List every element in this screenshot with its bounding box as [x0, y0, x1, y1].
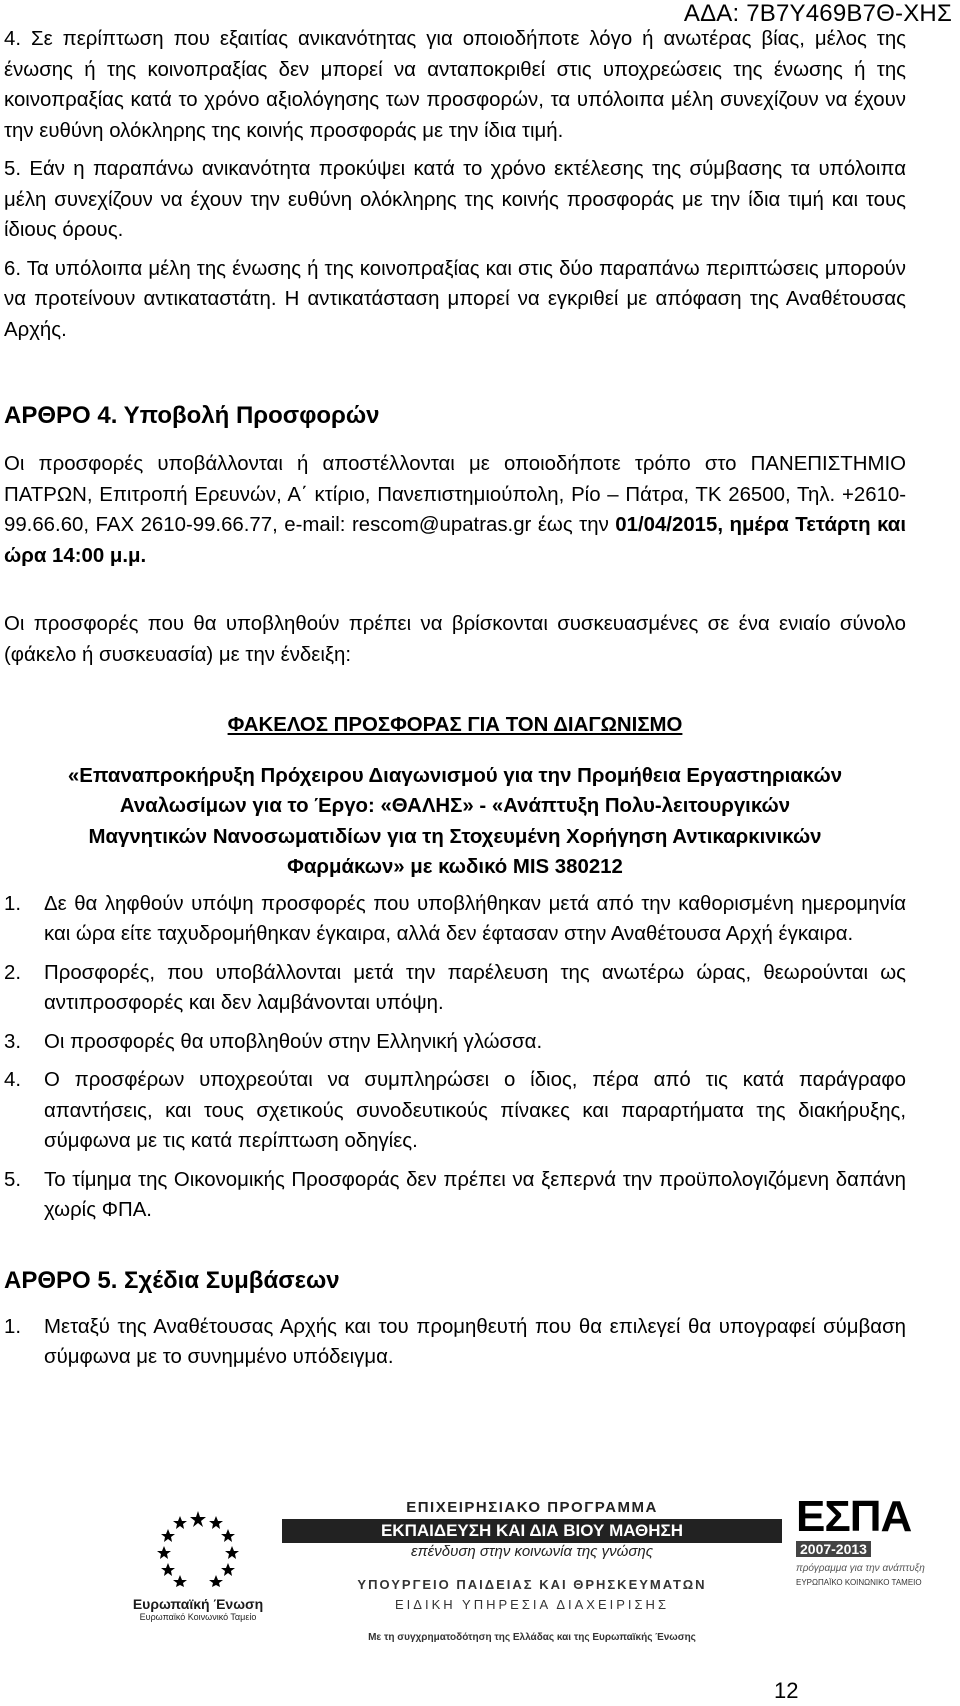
espa-years: 2007-2013: [796, 1541, 871, 1557]
document-page: [4, 24, 906, 1373]
article-4-title: Υποβολή Προσφορών: [123, 402, 380, 429]
list-item: [4, 1165, 906, 1226]
list-text: Μεταξύ της Αναθέτουσας Αρχής και του προμηθευτή που θα επιλεγεί θα υπογραφεί σύμβαση σύμφωνα με το συνημμένο υπόδειγμα.: [44, 1315, 906, 1368]
list-number: 1.: [4, 1315, 22, 1338]
eu-label: Ευρωπαϊκή Ένωση: [132, 1596, 264, 1612]
list-number: 5.: [4, 1168, 22, 1191]
article-4-prefix: ΑΡΘΡΟ 4.: [4, 402, 118, 429]
eu-sublabel: Ευρωπαϊκό Κοινωνικό Ταμείο: [139, 1612, 257, 1622]
eu-flag-icon: [148, 1505, 248, 1587]
espa-title: ΕΣΠΑ: [796, 1492, 912, 1541]
submission-text: Οι προσφορές υποβάλλονται ή αποστέλλονται με οποιοδήποτε τρόπο στο ΠΑΝΕΠΙΣΤΗΜΙΟ ΠΑΤΡΩΝ, Επιτροπή Ερευνών, Α΄ κτίριο, Πανεπιστημιούπολη, Ρίο – Πάτρα, ΤΚ 26500, Τηλ. +2610-99.66.60, FAX 2610-99.66.77, e-mail: rescom@upatras.gr έως την: [4, 453, 906, 536]
eu-logo: [128, 1505, 268, 1623]
list-number: 1.: [4, 892, 22, 915]
paragraph-5: 5. Εάν η παραπάνω ανικανότητα προκύψει κατά το χρόνο εκτέλεσης της σύμβασης τα υπόλοιπα μέλη συνεχίζουν να έχουν την ευθύνη ολόκληρης της κοινής προσφοράς με την ίδια τιμή και τους ίδιους όρους.: [4, 158, 906, 241]
program-logo: [272, 1499, 792, 1645]
list-text: Προσφορές, που υποβάλλονται μετά την παρέλευση της ανωτέρω ώρας, θεωρούνται ως αντιπροσφορές και δεν λαμβάνονται υπόψη.: [44, 961, 906, 1014]
espa-fund: ΕΥΡΩΠΑΪΚΟ ΚΟΙΝΩΝΙΚΟ ΤΑΜΕΙΟ: [796, 1578, 922, 1587]
espa-slogan: πρόγραμμα για την ανάπτυξη: [796, 1563, 925, 1574]
deadline-text: 01/04/2015, ημέρα Τετάρτη και ώρα 14:00 μ.μ.: [4, 514, 906, 567]
list-item: [4, 1312, 906, 1373]
list-text: Οι προσφορές θα υποβληθούν στην Ελληνική γλώσσα.: [44, 1030, 543, 1053]
service-label: ΕΙΔΙΚΗ ΥΠΗΡΕΣΙΑ ΔΙΑΧΕΙΡΙΣΗΣ: [395, 1597, 669, 1612]
article-5-prefix: ΑΡΘΡΟ 5.: [4, 1266, 118, 1294]
project-title: «Επαναπροκήρυξη Πρόχειρου Διαγωνισμού για την Προμήθεια Εργαστηριακών Αναλωσίμων για το Έργο: «ΘΑΛΗΣ» - «Ανάπτυξη Πολυ-λειτουργικών Μαγνητικών Νανοσωματιδίων για τη Στοχευμένη Χορήγηση Αντικαρκινικών Φαρμάκων» με κωδικό MIS 380212: [67, 764, 843, 878]
article-5-list: [4, 1312, 906, 1373]
program-slogan: επένδυση στην κοινωνία της γνώσης: [411, 1543, 653, 1560]
footer-logos: [0, 1485, 960, 1706]
paragraph-4: 4. Σε περίπτωση που εξαιτίας ανικανότητας για οποιοδήποτε λόγο ή ανωτέρας βίας, μέλος της ένωσης ή της κοινοπραξίας δεν μπορεί να ανταποκριθεί στις υποχρεώσεις της ένωσης ή της κοινοπραξίας κατά το χρόνο αξιολόγησης των προσφορών, τα υπόλοιπα μέλη συνεχίζουν να έχουν την ευθύνη ολόκληρης της κοινής προσφοράς με την ίδια τιμή.: [4, 28, 906, 142]
article-4-heading: [4, 401, 906, 431]
program-line-2: ΕΚΠΑΙΔΕΥΣΗ ΚΑΙ ΔΙΑ ΒΙΟΥ ΜΑΘΗΣΗ: [282, 1519, 782, 1543]
list-text: Ο προσφέρων υποχρεούται να συμπληρώσει ο ίδιος, πέρα από τις κατά παράγραφο απαντήσεις, και τους σχετικούς συνοδευτικούς πίνακες και παραρτήματα της διακήρυξης, σύμφωνα με τις κατά περίπτωση οδηγίες.: [44, 1069, 906, 1152]
program-line-1: ΕΠΙΧΕΙΡΗΣΙΑΚΟ ΠΡΟΓΡΑΜΜΑ: [406, 1499, 658, 1516]
ministry-label: ΥΠΟΥΡΓΕΙΟ ΠΑΙΔΕΙΑΣ ΚΑΙ ΘΡΗΣΚΕΥΜΑΤΩΝ: [357, 1577, 707, 1592]
submission-paragraph: [4, 449, 906, 571]
list-text: Το τίμημα της Οικονομικής Προσφοράς δεν πρέπει να ξεπερνά την προϋπολογιζόμενη δαπάνη χωρίς ΦΠΑ.: [44, 1168, 906, 1221]
list-number: 4.: [4, 1069, 22, 1091]
page-number: 12: [774, 1678, 799, 1703]
ada-code: ΑΔΑ: 7Β7Υ469Β7Θ-ΧΗΣ: [683, 0, 952, 27]
list-item: [4, 958, 906, 1019]
espa-logo: [796, 1492, 926, 1587]
paragraph-6: 6. Τα υπόλοιπα μέλη της ένωσης ή της κοινοπραξίας και στις δύο παραπάνω περιπτώσεις μπορούν να προτείνουν αντικαταστάτη. Η αντικατάσταση μπορεί να εγκριθεί με απόφαση της Αναθέτουσας Αρχής.: [4, 257, 906, 341]
cofunding-label: Με τη συγχρηματοδότηση της Ελλάδας και της Ευρωπαϊκής Ένωσης: [368, 1632, 696, 1643]
article-5-heading: [4, 1266, 906, 1296]
list-number: 2.: [4, 961, 22, 984]
list-number: 3.: [4, 1030, 22, 1053]
list-item: [4, 889, 906, 950]
article-5-title: Σχέδια Συμβάσεων: [124, 1266, 340, 1294]
envelope-label: ΦΑΚΕΛΟΣ ΠΡΟΣΦΟΡΑΣ ΓΙΑ ΤΟΝ ΔΙΑΓΩΝΙΣΜΟ: [227, 714, 683, 736]
list-item: [4, 1065, 906, 1157]
list-text: Δε θα ληφθούν υπόψη προσφορές που υποβλήθηκαν μετά από την καθορισμένη ημερομηνία και ώρα είτε ταχυδρομήθηκαν έγκαιρα, αλλά δεν έφτασαν στην Αναθέτουσα Αρχή έγκαιρα.: [44, 892, 906, 945]
list-item: [4, 1027, 906, 1058]
article-4-list: [4, 889, 906, 1226]
packaging-paragraph: Οι προσφορές που θα υποβληθούν πρέπει να βρίσκονται συσκευασμένες σε ένα ενιαίο σύνολο (φάκελο ή συσκευασία) με την ένδειξη:: [4, 613, 906, 666]
